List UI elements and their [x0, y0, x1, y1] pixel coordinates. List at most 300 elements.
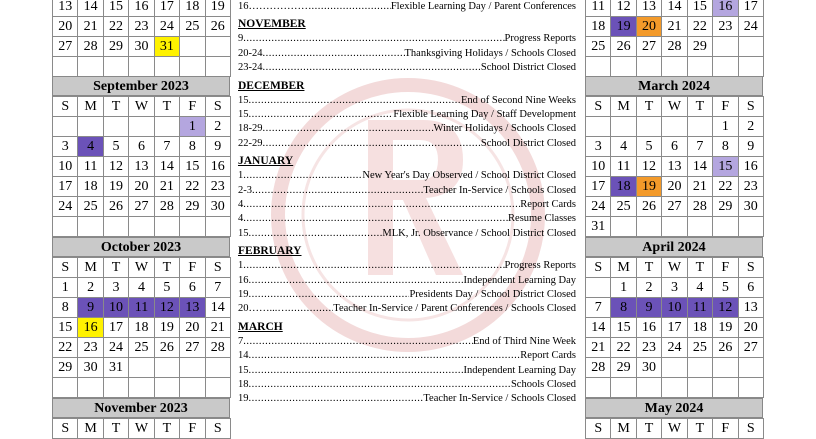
weekday-label: T [687, 258, 712, 278]
week-row [53, 137, 231, 157]
day-cell: 28 [78, 37, 103, 57]
dot-leader [263, 122, 434, 136]
event-date: 16……………… [238, 1, 312, 12]
day-cell: 15 [180, 157, 205, 177]
day-cell: 26 [154, 338, 179, 358]
week-row [586, 117, 764, 137]
week-row [586, 0, 764, 17]
day-cell: 7 [154, 137, 179, 157]
week-row [53, 37, 231, 57]
dot-leader [288, 302, 333, 316]
dot-leader [312, 0, 391, 14]
event-description: Thanksgiving Holidays / Schools Closed [404, 47, 576, 59]
week-row [53, 318, 231, 338]
dot-leader [263, 61, 481, 75]
event-description: Progress Reports [504, 260, 576, 272]
day-cell: 19 [103, 177, 128, 197]
week-row [586, 358, 764, 378]
day-cell: 26 [611, 37, 636, 57]
event-date: 1 [238, 260, 244, 272]
month-heading: FEBRUARY [238, 245, 302, 258]
event-line [238, 274, 576, 288]
weekday-label: M [611, 97, 636, 117]
day-cell: 17 [738, 0, 763, 17]
day-cell: 2 [738, 117, 763, 137]
day-cell: 24 [53, 197, 78, 217]
event-date: 16 [238, 274, 249, 286]
month-heading: DECEMBER [238, 79, 305, 92]
weekday-label: T [154, 258, 179, 278]
day-cell [103, 117, 128, 137]
day-cell: 30 [636, 358, 661, 378]
day-cell [687, 378, 712, 398]
event-line [238, 137, 576, 151]
day-cell: 27 [53, 37, 78, 57]
day-cell [53, 217, 78, 237]
event-date: 1 [238, 170, 244, 182]
calendar-grid [52, 0, 231, 77]
dot-leader [249, 378, 511, 392]
event-date: 4 [238, 199, 244, 210]
weekday-label: S [53, 97, 78, 117]
day-cell [687, 117, 712, 137]
week-row [53, 0, 231, 17]
day-cell: 31 [103, 358, 128, 378]
day-cell [662, 117, 687, 137]
day-cell: 11 [586, 0, 611, 17]
day-cell: 2 [636, 278, 661, 298]
week-row [53, 378, 231, 398]
event-line [238, 184, 576, 198]
day-cell [180, 358, 205, 378]
day-cell: 24 [738, 17, 763, 37]
weekday-label: S [738, 258, 763, 278]
calendar-grid [585, 418, 764, 439]
event-line [238, 169, 576, 183]
event-line [238, 349, 576, 363]
dot-leader [243, 212, 508, 226]
event-date: 23-24 [238, 62, 263, 74]
day-cell [586, 278, 611, 298]
day-cell [738, 37, 763, 57]
day-cell: 23 [205, 177, 230, 197]
event-date: 15 [238, 94, 249, 106]
day-cell: 1 [611, 278, 636, 298]
event-description: Progress Reports [504, 33, 576, 45]
event-line [238, 364, 576, 378]
day-cell: 26 [205, 17, 230, 37]
day-cell [636, 117, 661, 137]
day-cell: 8 [180, 137, 205, 157]
day-cell: 25 [586, 37, 611, 57]
calendar-oct-2023 [52, 237, 230, 398]
day-cell [129, 57, 154, 77]
event-description: Independent Learning Day [463, 274, 576, 286]
event-date: 18 [238, 379, 249, 390]
weekday-label: M [78, 97, 103, 117]
calendar-aug-2023 [52, 0, 230, 77]
day-cell: 10 [586, 157, 611, 177]
day-cell [611, 378, 636, 398]
event-line [238, 61, 576, 75]
day-cell: 25 [611, 197, 636, 217]
day-cell: 11 [611, 157, 636, 177]
event-date: 2-3 [238, 184, 252, 196]
day-cell [738, 378, 763, 398]
day-cell [687, 358, 712, 378]
day-cell: 4 [78, 137, 103, 157]
day-cell [180, 217, 205, 237]
weekday-row [586, 419, 764, 439]
dot-leader [249, 227, 383, 241]
day-cell: 16 [129, 0, 154, 17]
events-column [238, 0, 578, 428]
day-cell: 17 [154, 0, 179, 17]
week-row [53, 177, 231, 197]
day-cell: 2 [205, 117, 230, 137]
day-cell [662, 57, 687, 77]
day-cell: 12 [103, 157, 128, 177]
day-cell: 9 [78, 298, 103, 318]
week-row [586, 278, 764, 298]
weekday-label: S [586, 419, 611, 439]
day-cell: 20 [662, 177, 687, 197]
event-date: 20……...… [238, 303, 288, 315]
weekday-label: M [611, 258, 636, 278]
event-description: New Year's Day Observed / School District Closed [362, 170, 576, 182]
calendar-grid [585, 96, 764, 237]
day-cell: 24 [586, 197, 611, 217]
week-row [53, 197, 231, 217]
day-cell [103, 217, 128, 237]
event-date: 18-29 [238, 123, 263, 135]
day-cell: 15 [611, 318, 636, 338]
weekday-label: W [662, 258, 687, 278]
day-cell: 27 [129, 197, 154, 217]
weekday-label: W [662, 97, 687, 117]
weekday-row [586, 258, 764, 278]
day-cell: 25 [129, 338, 154, 358]
calendar-title: September 2023 [52, 76, 230, 96]
weekday-label: F [180, 258, 205, 278]
dot-leader [249, 108, 394, 122]
event-description: End of Third Nine Week [472, 335, 576, 347]
weekday-label: W [129, 258, 154, 278]
day-cell: 9 [738, 137, 763, 157]
week-row [586, 378, 764, 398]
day-cell: 22 [687, 17, 712, 37]
dot-leader [249, 288, 410, 302]
dot-leader [249, 349, 521, 363]
day-cell: 29 [713, 197, 738, 217]
day-cell: 11 [687, 298, 712, 318]
event-description: Presidents Day / School District Closed [409, 289, 576, 300]
week-row [53, 117, 231, 137]
dot-leader [243, 169, 362, 183]
day-cell: 15 [687, 0, 712, 17]
day-cell: 12 [636, 157, 661, 177]
day-cell: 19 [205, 0, 230, 17]
day-cell [205, 37, 230, 57]
day-cell [129, 358, 154, 378]
week-row [53, 157, 231, 177]
day-cell [713, 57, 738, 77]
day-cell: 8 [713, 137, 738, 157]
event-line [238, 0, 576, 14]
event-description: Flexible Learning Day / Parent Conferences [390, 1, 576, 12]
week-row [53, 217, 231, 237]
day-cell: 18 [78, 177, 103, 197]
day-cell: 12 [713, 298, 738, 318]
day-cell: 21 [154, 177, 179, 197]
dot-leader [263, 47, 405, 61]
day-cell: 30 [78, 358, 103, 378]
day-cell: 14 [78, 0, 103, 17]
day-cell: 23 [129, 17, 154, 37]
calendar-title: May 2024 [585, 398, 763, 418]
day-cell: 20 [636, 17, 661, 37]
day-cell [205, 217, 230, 237]
day-cell [154, 358, 179, 378]
day-cell: 4 [611, 137, 636, 157]
day-cell: 29 [180, 197, 205, 217]
weekday-label: W [129, 419, 154, 439]
day-cell: 29 [103, 37, 128, 57]
week-row [586, 137, 764, 157]
weekday-label: F [713, 258, 738, 278]
day-cell: 28 [662, 37, 687, 57]
day-cell: 16 [205, 157, 230, 177]
day-cell: 6 [129, 137, 154, 157]
event-line [238, 108, 576, 122]
calendar-nov-2023 [52, 398, 230, 439]
event-description: Teacher In-Service / Parent Conferences / Schools Closed [333, 303, 576, 315]
day-cell [129, 117, 154, 137]
day-cell [53, 117, 78, 137]
day-cell: 12 [154, 298, 179, 318]
day-cell: 28 [205, 338, 230, 358]
day-cell: 22 [713, 177, 738, 197]
day-cell: 20 [129, 177, 154, 197]
week-row [586, 17, 764, 37]
weekday-label: T [154, 97, 179, 117]
day-cell [738, 358, 763, 378]
weekday-label: T [687, 97, 712, 117]
dot-leader [243, 335, 473, 349]
week-row [586, 177, 764, 197]
weekday-label: S [738, 419, 763, 439]
calendar-grid [52, 257, 231, 398]
day-cell: 28 [154, 197, 179, 217]
day-cell: 13 [129, 157, 154, 177]
day-cell: 26 [103, 197, 128, 217]
day-cell: 14 [154, 157, 179, 177]
event-description: Schools Closed [510, 379, 576, 390]
week-row [586, 57, 764, 77]
day-cell: 19 [611, 17, 636, 37]
day-cell: 14 [205, 298, 230, 318]
day-cell [713, 378, 738, 398]
day-cell: 13 [738, 298, 763, 318]
day-cell: 21 [205, 318, 230, 338]
day-cell [662, 378, 687, 398]
weekday-label: F [180, 419, 205, 439]
event-description: School District Closed [480, 137, 576, 149]
day-cell: 27 [738, 338, 763, 358]
day-cell [78, 57, 103, 77]
day-cell [713, 358, 738, 378]
week-row [586, 338, 764, 358]
month-heading: JANUARY [238, 155, 294, 168]
weekday-label: T [636, 419, 661, 439]
day-cell [636, 378, 661, 398]
event-line [238, 378, 576, 392]
day-cell: 13 [180, 298, 205, 318]
day-cell: 9 [205, 137, 230, 157]
event-date: 15 [238, 364, 249, 376]
day-cell [154, 117, 179, 137]
event-description: Flexible Learning Day / Staff Development [393, 109, 576, 120]
day-cell: 24 [103, 338, 128, 358]
day-cell: 15 [53, 318, 78, 338]
day-cell: 13 [662, 157, 687, 177]
dot-leader [243, 259, 504, 273]
weekday-row [586, 97, 764, 117]
calendar-grid [52, 96, 231, 237]
day-cell [662, 358, 687, 378]
day-cell [78, 378, 103, 398]
event-description: Teacher In-Service / Schools Closed [423, 393, 576, 405]
day-cell: 25 [687, 338, 712, 358]
event-description: Report Cards [520, 199, 576, 210]
day-cell [205, 57, 230, 77]
day-cell [53, 378, 78, 398]
weekday-label: T [103, 258, 128, 278]
day-cell: 23 [636, 338, 661, 358]
event-date: 4 [238, 213, 244, 225]
day-cell [713, 217, 738, 237]
day-cell: 18 [687, 318, 712, 338]
dot-leader [249, 392, 424, 406]
day-cell [180, 378, 205, 398]
calendar-sep-2023 [52, 76, 230, 237]
day-cell: 24 [662, 338, 687, 358]
event-line [238, 259, 576, 273]
day-cell: 1 [713, 117, 738, 137]
day-cell: 16 [636, 318, 661, 338]
day-cell: 5 [636, 137, 661, 157]
day-cell [611, 57, 636, 77]
week-row [586, 217, 764, 237]
day-cell: 31 [586, 217, 611, 237]
day-cell [738, 57, 763, 77]
week-row [586, 157, 764, 177]
day-cell: 13 [636, 0, 661, 17]
weekday-row [53, 419, 231, 439]
day-cell: 16 [78, 318, 103, 338]
day-cell: 11 [129, 298, 154, 318]
day-cell: 14 [687, 157, 712, 177]
event-line [238, 212, 576, 226]
day-cell: 3 [103, 278, 128, 298]
calendar-feb-2024 [585, 0, 763, 77]
day-cell: 17 [103, 318, 128, 338]
dot-leader [243, 198, 520, 212]
event-line [238, 32, 576, 46]
day-cell [636, 57, 661, 77]
day-cell: 23 [78, 338, 103, 358]
weekday-row [53, 97, 231, 117]
day-cell: 18 [180, 0, 205, 17]
day-cell [611, 117, 636, 137]
day-cell: 30 [738, 197, 763, 217]
day-cell: 15 [103, 0, 128, 17]
event-line [238, 227, 576, 241]
day-cell [103, 57, 128, 77]
day-cell: 8 [611, 298, 636, 318]
day-cell: 30 [129, 37, 154, 57]
day-cell: 23 [738, 177, 763, 197]
event-line [238, 94, 576, 108]
weekday-label: S [586, 258, 611, 278]
dot-leader [243, 32, 504, 46]
day-cell: 21 [687, 177, 712, 197]
day-cell: 4 [687, 278, 712, 298]
event-date: 7 [238, 335, 244, 347]
day-cell [154, 378, 179, 398]
dot-leader [249, 274, 464, 288]
weekday-label: F [180, 97, 205, 117]
event-line [238, 302, 576, 316]
event-description: MLK, Jr. Observance / School District Closed [382, 227, 576, 239]
day-cell [738, 217, 763, 237]
day-cell [586, 57, 611, 77]
day-cell: 23 [713, 17, 738, 37]
event-date: 22-29 [238, 137, 263, 149]
day-cell: 18 [586, 17, 611, 37]
day-cell [713, 37, 738, 57]
day-cell: 22 [53, 338, 78, 358]
week-row [586, 197, 764, 217]
day-cell [154, 57, 179, 77]
day-cell: 5 [103, 137, 128, 157]
weekday-label: S [738, 97, 763, 117]
event-date: 19 [238, 393, 249, 405]
weekday-label: S [205, 97, 230, 117]
day-cell: 7 [586, 298, 611, 318]
day-cell: 1 [53, 278, 78, 298]
day-cell: 29 [53, 358, 78, 378]
calendar-title: October 2023 [52, 237, 230, 257]
day-cell [180, 57, 205, 77]
day-cell: 21 [78, 17, 103, 37]
calendar-mar-2024 [585, 76, 763, 237]
day-cell: 8 [53, 298, 78, 318]
day-cell [103, 378, 128, 398]
day-cell: 9 [636, 298, 661, 318]
day-cell: 6 [738, 278, 763, 298]
day-cell: 18 [611, 177, 636, 197]
weekday-label: T [154, 419, 179, 439]
day-cell: 6 [662, 137, 687, 157]
day-cell: 7 [687, 137, 712, 157]
day-cell: 10 [662, 298, 687, 318]
event-date: 14 [238, 350, 249, 362]
day-cell: 27 [636, 37, 661, 57]
event-description: Teacher In-Service / Schools Closed [423, 184, 576, 196]
dot-leader [249, 94, 461, 108]
week-row [53, 57, 231, 77]
